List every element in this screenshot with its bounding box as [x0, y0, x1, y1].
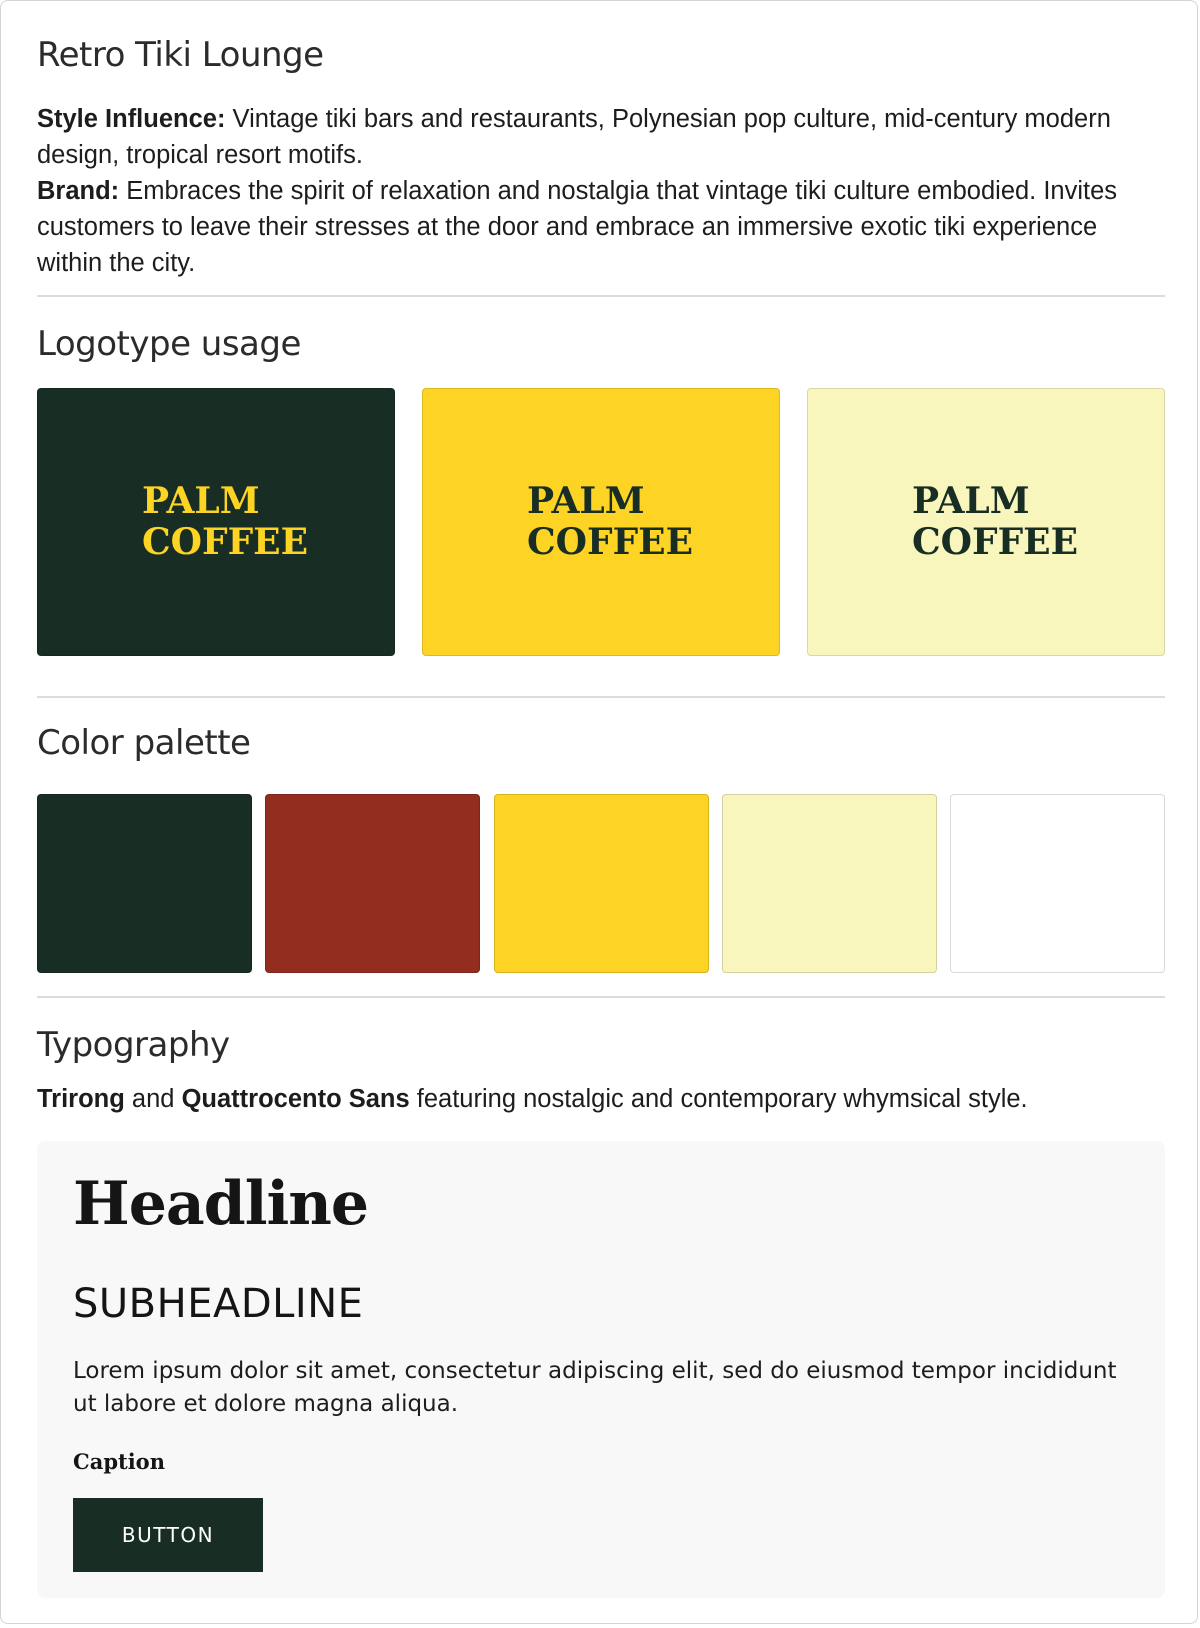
logo-tile-dark — [37, 388, 395, 656]
logotype — [912, 481, 1078, 563]
typography-heading: Typography — [37, 1025, 230, 1065]
style-influence-text: Vintage tiki bars and restaurants, Polynesian pop culture, mid-century modern design, tropical resort motifs. — [37, 105, 1111, 169]
logotype-line-1: PALM — [142, 480, 260, 522]
font-name-primary: Trirong — [37, 1085, 125, 1113]
logotype-line-2: COFFEE — [142, 521, 309, 563]
sample-headline: Headline — [73, 1169, 369, 1239]
color-palette-heading: Color palette — [37, 723, 251, 763]
intro-text — [37, 101, 1137, 281]
color-swatch-dark-green — [37, 794, 252, 973]
logotype-row — [37, 388, 1165, 656]
logotype — [527, 481, 693, 563]
logo-tile-cream — [807, 388, 1165, 656]
logotype-line-1: PALM — [912, 480, 1030, 522]
color-swatch-cream — [722, 794, 937, 973]
logotype-line-2: COFFEE — [527, 521, 694, 563]
color-swatch-white — [950, 794, 1165, 973]
logotype-heading: Logotype usage — [37, 324, 301, 364]
typography-description — [37, 1081, 1165, 1117]
type-specimen-panel — [37, 1141, 1165, 1598]
sample-caption: Caption — [73, 1449, 165, 1474]
logotype-line-1: PALM — [527, 480, 645, 522]
logotype — [142, 481, 308, 563]
color-swatch-rust-red — [265, 794, 480, 973]
color-palette-row — [37, 794, 1165, 973]
divider — [37, 696, 1165, 698]
brand-paragraph — [37, 173, 1137, 281]
page-title: Retro Tiki Lounge — [37, 35, 324, 75]
sample-subheadline: SUBHEADLINE — [73, 1281, 364, 1327]
divider — [37, 295, 1165, 297]
logo-tile-yellow — [422, 388, 780, 656]
logotype-line-2: COFFEE — [912, 521, 1079, 563]
brand-text: Embraces the spirit of relaxation and nostalgia that vintage tiki culture embodied. Invites customers to leave their stresses at the door and embrace an immersive exotic tiki experience within the city. — [37, 177, 1118, 277]
style-influence-paragraph — [37, 101, 1137, 173]
typography-desc-text: featuring nostalgic and contemporary whymsical style. — [409, 1085, 1028, 1113]
style-influence-label: Style Influence: — [37, 105, 226, 133]
sample-paragraph: Lorem ipsum dolor sit amet, consectetur adipiscing elit, sed do eiusmod tempor incididunt ut labore et dolore magna aliqua. — [73, 1358, 1117, 1417]
brand-label: Brand: — [37, 177, 120, 205]
conjunction-text: and — [124, 1085, 182, 1113]
sample-button[interactable]: BUTTON — [73, 1498, 263, 1572]
font-name-secondary: Quattrocento Sans — [181, 1085, 410, 1113]
divider — [37, 996, 1165, 998]
color-swatch-yellow — [494, 794, 709, 973]
